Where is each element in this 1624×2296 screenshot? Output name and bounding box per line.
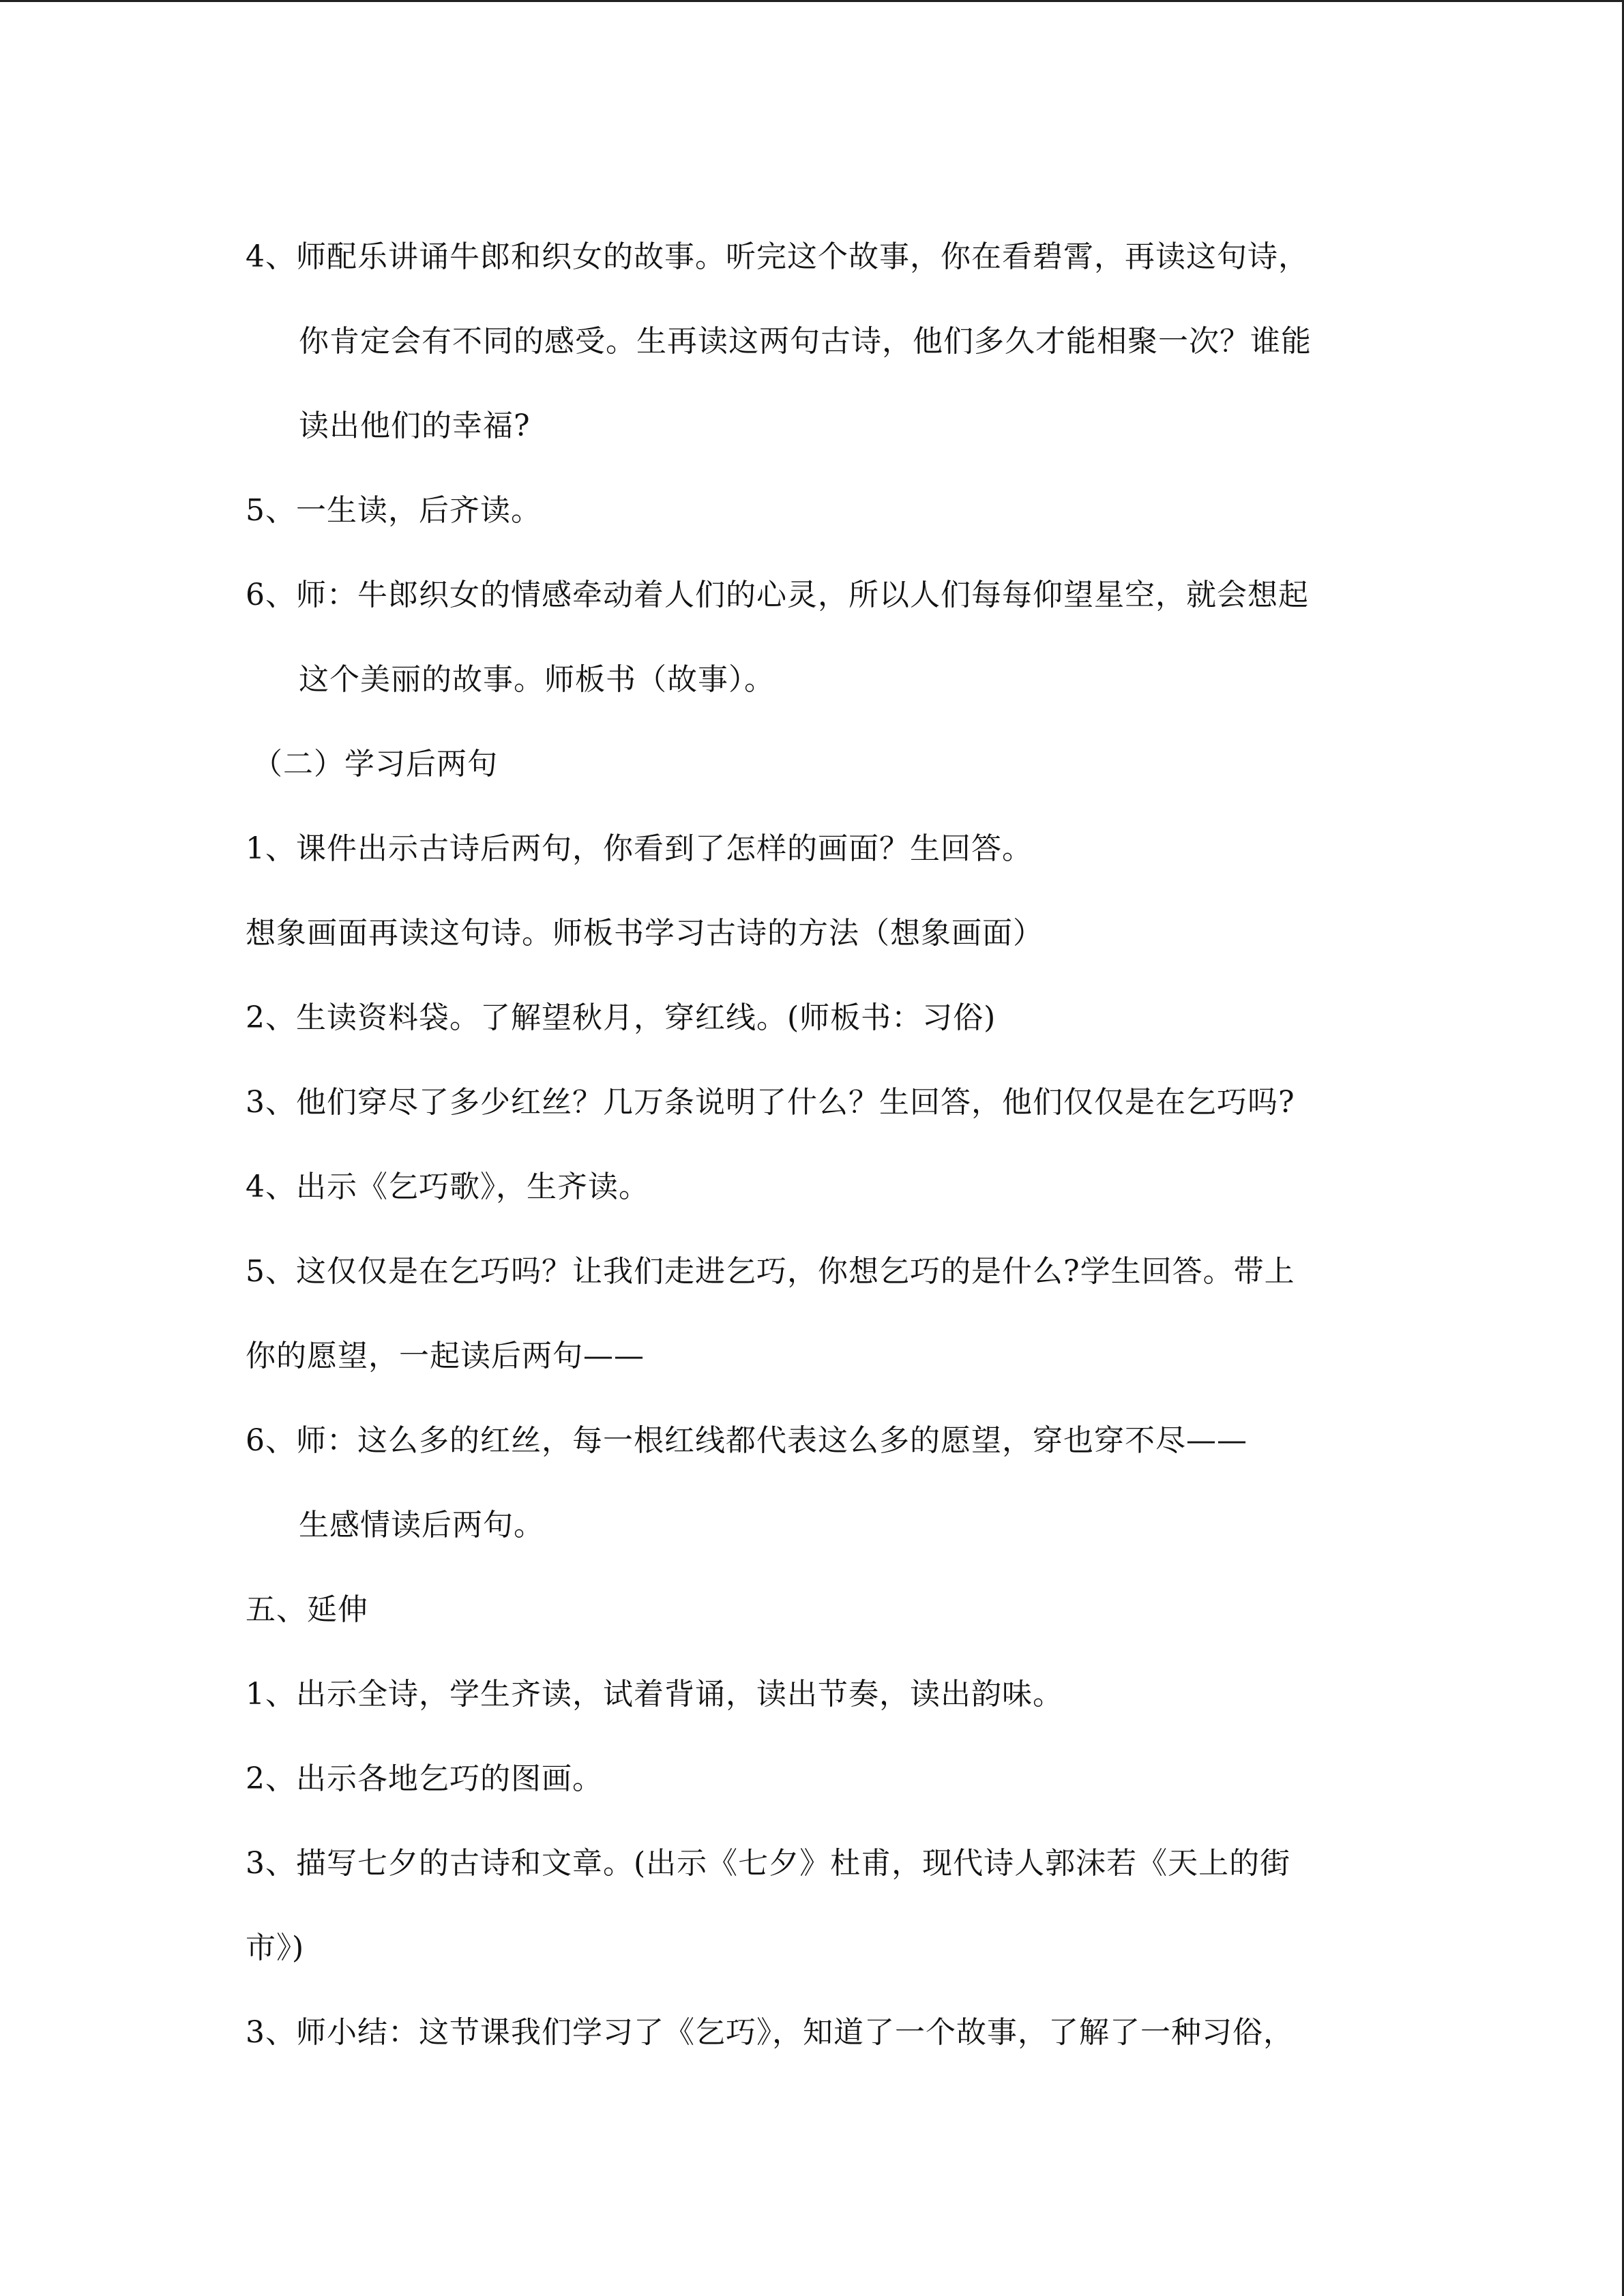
text-line: 想象画面再读这句诗。师板书学习古诗的方法（想象画面） (246, 916, 1044, 951)
text-line: 生感情读后两句。 (299, 1508, 544, 1542)
text-line: 3、师小结：这节课我们学习了《乞巧》，知道了一个故事，了解了一种习俗， (246, 2015, 1294, 2050)
text-line: 市》) (246, 1930, 305, 1965)
text-line: 1、课件出示古诗后两句，你看到了怎样的画面？生回答。 (246, 831, 1033, 866)
text-line: 5、这仅仅是在乞巧吗？让我们走进乞巧，你想乞巧的是什么?学生回答。带上 (246, 1254, 1295, 1289)
text-line: 2、生读资料袋。了解望秋月，穿红线。(师板书：习俗) (246, 1000, 996, 1035)
page-top-border (0, 0, 1624, 2)
text-line: 6、师：牛郎织女的情感牵动着人们的心灵，所以人们每每仰望星空，就会想起 (246, 578, 1309, 612)
text-line: 1、出示全诗，学生齐读，试着背诵，读出节奏，读出韵味。 (246, 1677, 1063, 1712)
text-line: 你肯定会有不同的感受。生再读这两句古诗，他们多久才能相聚一次？谁能 (299, 324, 1312, 359)
section-heading: 五、延伸 (246, 1592, 368, 1627)
text-line: 3、描写七夕的古诗和文章。(出示《七夕》杜甫，现代诗人郭沫若《天上的街 (246, 1846, 1291, 1881)
text-line: 5、一生读，后齐读。 (246, 493, 542, 528)
section-heading: （二）学习后两句 (252, 747, 498, 781)
text-line: 4、出示《乞巧歌》，生齐读。 (246, 1169, 649, 1204)
text-line: 3、他们穿尽了多少红丝？几万条说明了什么？生回答，他们仅仅是在乞巧吗? (246, 1085, 1295, 1120)
text-line: 6、师：这么多的红丝，每一根红线都代表这么多的愿望，穿也穿不尽—— (246, 1423, 1247, 1458)
text-line: 这个美丽的故事。师板书（故事）。 (299, 662, 775, 697)
text-line: 2、出示各地乞巧的图画。 (246, 1761, 603, 1796)
document-page (246, 215, 1391, 2075)
text-line: 4、师配乐讲诵牛郎和织女的故事。听完这个故事，你在看碧霄，再读这句诗， (246, 239, 1309, 274)
text-line: 读出他们的幸福? (299, 408, 531, 443)
text-line: 你的愿望，一起读后两句—— (246, 1339, 645, 1373)
